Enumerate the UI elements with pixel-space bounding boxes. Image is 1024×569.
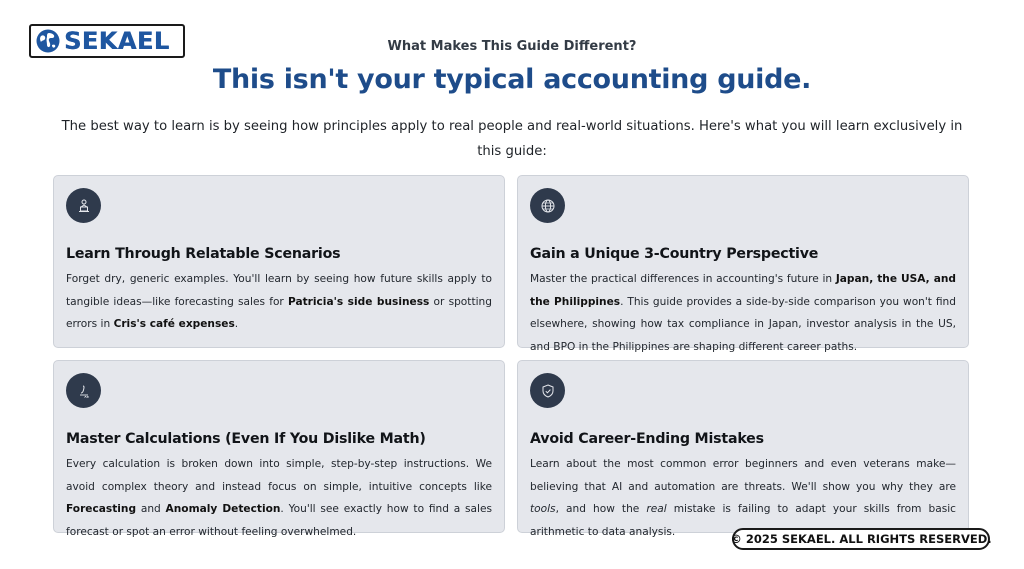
emphasis-text: Japan, the USA, and the Philippines: [530, 273, 956, 308]
card-body: [530, 268, 956, 358]
calculus-icon: [76, 383, 92, 399]
feature-card-scenarios: [53, 175, 505, 348]
card-title: Gain a Unique 3-Country Perspective: [530, 246, 819, 262]
card-body: [66, 268, 492, 336]
card-title: Master Calculations (Even If You Dislike Math): [66, 431, 426, 447]
body-text: . This guide provides a side-by-side comparison you won't find elsewhere, showing how tax compliance in Japan, investor analysis in the US, and BPO in the Philippines are shaping different career paths.: [530, 295, 956, 353]
intro-paragraph: The best way to learn is by seeing how principles apply to real people and real-world situations. Here's what you will learn exclusively in this guide:: [61, 119, 963, 159]
globe-icon: [540, 198, 556, 214]
icon-badge: [66, 188, 101, 223]
emphasis-text: Anomaly Detection: [165, 503, 281, 515]
page-title: This isn't your typical accounting guide.: [212, 64, 812, 95]
body-text: Every calculation is broken down into simple, step-by-step instructions. We avoid complex theory and instead focus on simple, intuitive concepts like: [66, 458, 492, 493]
logo-wordmark: SEKAEL: [64, 27, 170, 55]
card-title: Avoid Career-Ending Mistakes: [530, 431, 764, 447]
person-laptop-icon: [76, 198, 92, 214]
emphasis-text: Patricia's side business: [287, 295, 430, 308]
body-text: and: [136, 503, 166, 515]
shield-check-icon: [540, 383, 556, 399]
icon-badge: [530, 373, 565, 408]
body-text: , and how the: [555, 503, 647, 515]
feature-card-calculations: [53, 360, 505, 538]
icon-badge: [530, 188, 565, 223]
body-text: Master the practical differences in accounting's future in: [530, 273, 836, 285]
body-text: mistake is failing to adapt your skills from basic arithmetic to data analysis.: [530, 503, 957, 538]
italic-text: real: [646, 503, 667, 515]
body-text: Forget dry, generic examples. You'll learn by seeing how future skills apply to tangible ideas—like forecasting sales for: [66, 273, 492, 308]
body-text: . You'll see exactly how to find a sales forecast or spot an error without feeling overwhelmed.: [66, 503, 492, 538]
body-text: .: [234, 318, 239, 330]
feature-card-mistakes: [517, 360, 969, 538]
card-title: Learn Through Relatable Scenarios: [66, 246, 341, 262]
emphasis-text: Cris's café expenses: [113, 318, 235, 330]
feature-card-3-country: [517, 175, 969, 353]
body-text: Learn about the most common error beginners and even veterans make—believing that AI and automation are threats. We'll show you why they are: [530, 458, 956, 493]
section-eyebrow: What Makes This Guide Different?: [387, 39, 637, 54]
card-body: [66, 453, 492, 543]
emphasis-text: Forecasting: [66, 503, 137, 515]
italic-text: tools: [530, 503, 556, 515]
icon-badge: [66, 373, 101, 408]
body-text: or spotting errors in: [66, 295, 492, 330]
copyright-notice: © 2025 SEKAEL. ALL RIGHTS RESERVED.: [732, 528, 990, 550]
